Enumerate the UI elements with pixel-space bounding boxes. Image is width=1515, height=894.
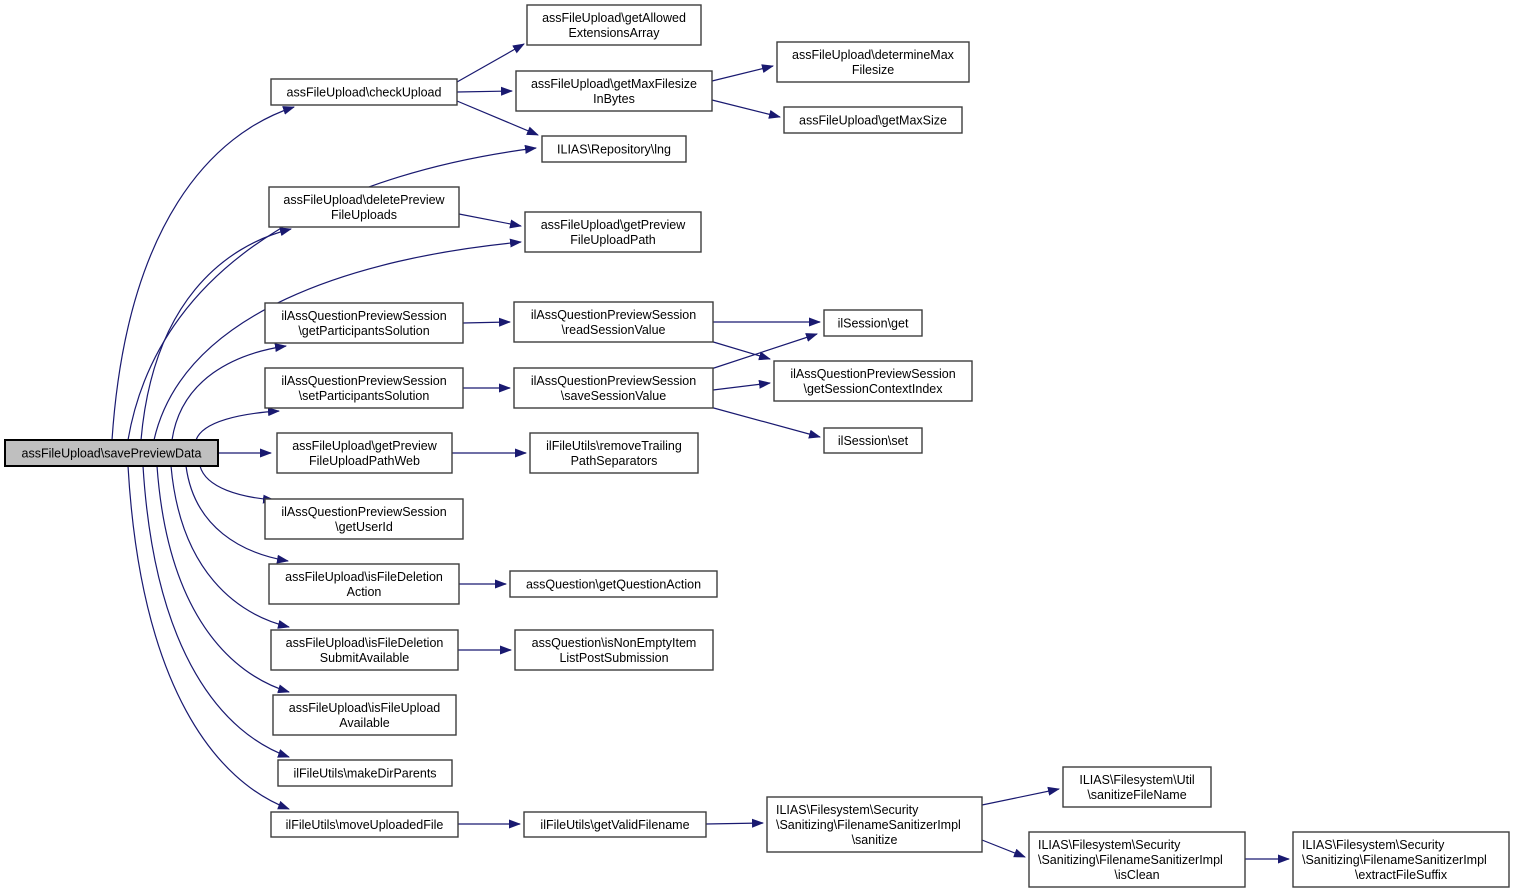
node-label-get-preview-file-upload-path-web: assFileUpload\getPreview FileUploadPathWeb <box>292 439 437 468</box>
edge-check-upload--get-max-filesize-in-bytes <box>457 91 512 92</box>
node-label-get-allowed-extensions-array: assFileUpload\getAllowed ExtensionsArray <box>542 11 686 40</box>
node-get-max-filesize-in-bytes[interactable] <box>516 71 712 111</box>
node-label-get-session-context-index: ilAssQuestionPreviewSession \getSessionContextIndex <box>790 367 956 396</box>
node-label-get-max-filesize-in-bytes: assFileUpload\getMaxFilesize InBytes <box>530 77 698 106</box>
node-label-save-session-value: ilAssQuestionPreviewSession \saveSessionValue <box>530 374 697 403</box>
node-label-sanitizer-is-clean: ILIAS\Filesystem\Security \Sanitizing\FilenameSanitizerImpl \isClean <box>1038 838 1223 882</box>
node-label-util-sanitize-file-name: ILIAS\Filesystem\Util \sanitizeFileName <box>1079 773 1195 802</box>
node-il-session-set[interactable] <box>824 428 922 453</box>
node-is-file-upload-available[interactable] <box>273 695 456 735</box>
node-get-session-context-index[interactable] <box>774 361 972 401</box>
node-label-is-non-empty-item-list-post-submission: assQuestion\isNonEmptyItem ListPostSubmission <box>531 636 697 665</box>
edge-save-preview-data--set-participants-solution <box>196 411 279 440</box>
node-label-get-question-action: assQuestion\getQuestionAction <box>525 577 702 592</box>
node-label-move-uploaded-file: ilFileUtils\moveUploadedFile <box>285 818 444 832</box>
node-get-user-id[interactable] <box>265 499 463 539</box>
node-label-get-user-id: ilAssQuestionPreviewSession \getUserId <box>281 505 447 534</box>
node-util-sanitize-file-name[interactable] <box>1063 767 1211 807</box>
node-get-participants-solution[interactable] <box>265 303 463 343</box>
node-save-preview-data[interactable] <box>5 440 218 466</box>
node-label-determine-max-filesize: assFileUpload\determineMax Filesize <box>792 48 954 77</box>
node-label-is-file-upload-available: assFileUpload\isFileUpload Available <box>288 701 441 730</box>
node-get-preview-file-upload-path[interactable] <box>525 212 701 252</box>
node-remove-trailing-path-separators[interactable] <box>530 433 698 473</box>
edge-check-upload--get-allowed-extensions-array <box>457 44 524 82</box>
node-get-max-size[interactable] <box>784 107 962 133</box>
node-label-il-session-set: ilSession\set <box>837 434 909 448</box>
node-sanitizer-is-clean[interactable] <box>1029 832 1245 887</box>
node-label-remove-trailing-path-separators: ilFileUtils\removeTrailing PathSeparators <box>546 439 682 468</box>
edge-get-max-filesize-in-bytes--determine-max-filesize <box>712 66 773 81</box>
edge-save-session-value--il-session-set <box>710 407 820 437</box>
node-save-session-value[interactable] <box>514 368 713 408</box>
edge-save-preview-data--get-user-id <box>200 466 274 500</box>
node-label-read-session-value: ilAssQuestionPreviewSession \readSessionValue <box>530 308 697 337</box>
node-is-non-empty-item-list-post-submission[interactable] <box>515 630 713 670</box>
node-sanitizer-sanitize[interactable] <box>767 797 982 852</box>
node-get-question-action[interactable] <box>510 571 717 597</box>
edge-delete-preview-file-uploads--get-preview-file-upload-path <box>459 214 521 226</box>
node-il-session-get[interactable] <box>824 310 922 336</box>
node-label-delete-preview-file-uploads: assFileUpload\deletePreview FileUploads <box>283 193 445 222</box>
edge-sanitizer-sanitize--sanitizer-is-clean <box>982 840 1025 857</box>
node-set-participants-solution[interactable] <box>265 368 463 408</box>
edge-read-session-value--get-session-context-index <box>710 341 770 359</box>
edge-sanitizer-sanitize--util-sanitize-file-name <box>982 789 1059 805</box>
node-determine-max-filesize[interactable] <box>777 42 969 82</box>
node-label-get-max-size: assFileUpload\getMaxSize <box>799 113 947 128</box>
node-label-is-file-deletion-action: assFileUpload\isFileDeletion Action <box>285 570 443 599</box>
edge-save-session-value--get-session-context-index <box>713 383 770 390</box>
node-read-session-value[interactable] <box>514 302 713 342</box>
edge-get-max-filesize-in-bytes--get-max-size <box>712 100 780 117</box>
node-label-get-participants-solution: ilAssQuestionPreviewSession \getParticipantsSolution <box>281 309 447 338</box>
node-label-repository-lng: ILIAS\Repository\lng <box>557 142 671 157</box>
node-label-save-preview-data: assFileUpload\savePreviewData <box>21 446 202 461</box>
node-label-check-upload: assFileUpload\checkUpload <box>286 85 442 100</box>
node-label-make-dir-parents: ilFileUtils\makeDirParents <box>293 766 437 781</box>
node-is-file-deletion-action[interactable] <box>269 564 459 604</box>
nodes-layer <box>5 5 1509 887</box>
node-delete-preview-file-uploads[interactable] <box>269 187 459 227</box>
node-move-uploaded-file[interactable] <box>271 812 458 837</box>
node-label-sanitizer-sanitize: ILIAS\Filesystem\Security \Sanitizing\FilenameSanitizerImpl \sanitize <box>776 803 961 847</box>
node-sanitizer-extract-file-suffix[interactable] <box>1293 832 1509 887</box>
node-label-il-session-get: ilSession\get <box>837 316 909 331</box>
edge-get-valid-filename--sanitizer-sanitize <box>706 823 763 824</box>
node-check-upload[interactable] <box>271 79 457 105</box>
node-make-dir-parents[interactable] <box>278 760 452 786</box>
node-is-file-deletion-submit-available[interactable] <box>271 630 458 670</box>
node-label-get-valid-filename: ilFileUtils\getValidFilename <box>540 818 690 832</box>
node-label-set-participants-solution: ilAssQuestionPreviewSession \setParticipantsSolution <box>281 374 447 403</box>
node-get-allowed-extensions-array[interactable] <box>527 5 701 45</box>
node-label-is-file-deletion-submit-available: assFileUpload\isFileDeletion SubmitAvailable <box>285 636 444 665</box>
node-repository-lng[interactable] <box>542 136 686 162</box>
node-get-preview-file-upload-path-web[interactable] <box>277 433 452 473</box>
node-get-valid-filename[interactable] <box>524 812 706 837</box>
edge-get-participants-solution--read-session-value <box>463 322 510 323</box>
node-label-get-preview-file-upload-path: assFileUpload\getPreview FileUploadPath <box>540 218 686 247</box>
node-label-sanitizer-extract-file-suffix: ILIAS\Filesystem\Security \Sanitizing\FilenameSanitizerImpl \extractFileSuffix <box>1302 838 1487 882</box>
